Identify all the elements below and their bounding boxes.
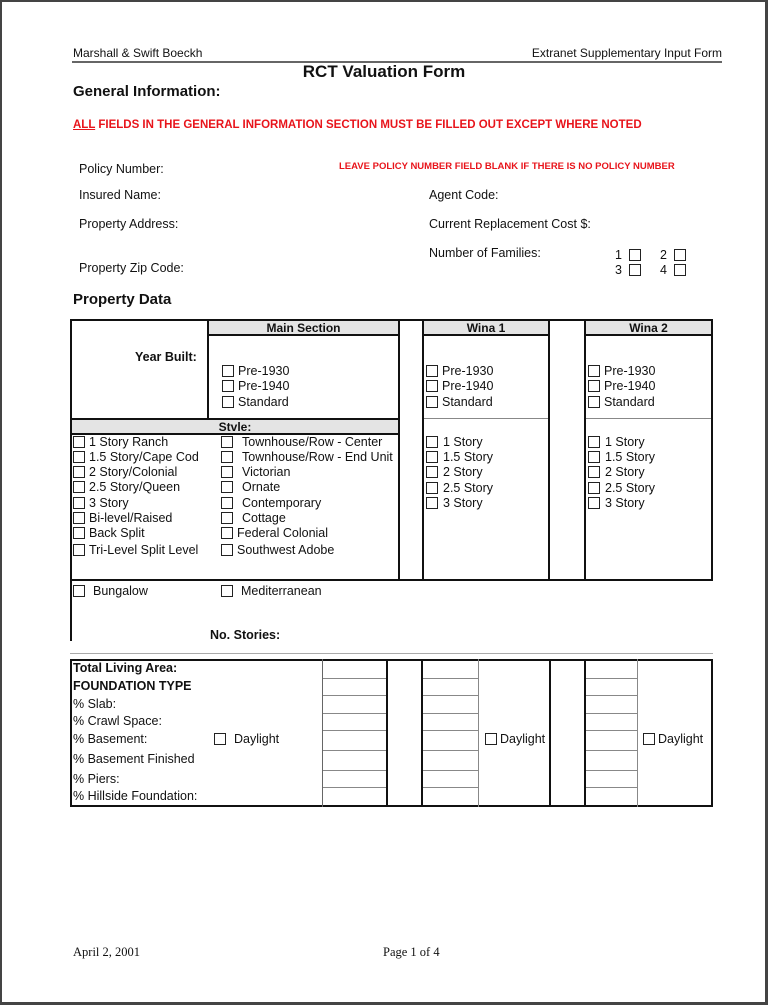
checkbox[interactable] bbox=[73, 466, 85, 478]
input-cell-divider bbox=[586, 695, 637, 696]
total-living-area-label: Total Living Area: bbox=[73, 661, 178, 675]
no-stories-label: No. Stories: bbox=[210, 628, 281, 642]
families-option-2-label: 2 bbox=[660, 248, 667, 262]
checkbox[interactable] bbox=[426, 436, 438, 448]
checkbox[interactable] bbox=[588, 396, 600, 408]
style-right-option[interactable]: Ornate bbox=[221, 480, 280, 495]
wing2-input-right bbox=[637, 659, 638, 807]
wing2-story-option[interactable]: 2.5 Story bbox=[588, 481, 655, 496]
families-1-checkbox[interactable] bbox=[629, 249, 641, 261]
families-option-1-label: 1 bbox=[615, 248, 622, 262]
families-option-3-label: 3 bbox=[615, 263, 622, 277]
input-cell-divider bbox=[323, 730, 386, 731]
checkbox[interactable] bbox=[73, 481, 85, 493]
required-notice-text: FIELDS IN THE GENERAL INFORMATION SECTION MUST BE FILLED OUT EXCEPT WHERE NOTED bbox=[95, 119, 642, 131]
checkbox[interactable] bbox=[222, 380, 234, 392]
wing1-col-right-border bbox=[548, 319, 550, 580]
page-title: RCT Valuation Form bbox=[302, 62, 466, 81]
checkbox[interactable] bbox=[221, 481, 233, 493]
foundation-left-border bbox=[70, 659, 72, 807]
required-notice bbox=[73, 119, 642, 131]
style-left-option[interactable]: 3 Story bbox=[73, 496, 129, 511]
wing1-divider bbox=[424, 418, 548, 419]
wing2-story-option[interactable]: 1 Story bbox=[588, 435, 645, 450]
input-cell-divider bbox=[423, 787, 478, 788]
checkbox[interactable] bbox=[221, 436, 233, 448]
input-cell-divider bbox=[423, 750, 478, 751]
piers-label: % Piers: bbox=[73, 772, 120, 786]
families-option-4[interactable] bbox=[660, 261, 686, 279]
style-right-option[interactable]: Townhouse/Row - End Unit bbox=[221, 450, 393, 465]
checkbox[interactable] bbox=[588, 436, 600, 448]
property-zip-label: Property Zip Code: bbox=[79, 261, 184, 275]
input-cell-divider bbox=[423, 770, 478, 771]
section-divider bbox=[70, 653, 713, 654]
style-left-option[interactable]: Back Split bbox=[73, 526, 145, 541]
checkbox[interactable] bbox=[426, 380, 438, 392]
main-pre1930-option[interactable]: Pre-1930 bbox=[222, 364, 289, 379]
checkbox[interactable] bbox=[73, 585, 85, 597]
input-cell-divider bbox=[423, 730, 478, 731]
input-cell-divider bbox=[423, 713, 478, 714]
checkbox[interactable] bbox=[221, 544, 233, 556]
style-left-option[interactable]: 1 Story Ranch bbox=[73, 435, 168, 450]
wing2-daylight-option[interactable]: Daylight bbox=[643, 732, 703, 747]
hillside-label: % Hillside Foundation: bbox=[73, 789, 198, 803]
input-cell-divider bbox=[423, 695, 478, 696]
style-header: Stvle: bbox=[72, 420, 398, 435]
checkbox[interactable] bbox=[588, 451, 600, 463]
style-left-option[interactable]: Tri-Level Split Level bbox=[73, 543, 198, 558]
checkbox[interactable] bbox=[73, 451, 85, 463]
families-2-checkbox[interactable] bbox=[674, 249, 686, 261]
input-cell-divider bbox=[323, 695, 386, 696]
checkbox[interactable] bbox=[73, 527, 85, 539]
checkbox[interactable] bbox=[426, 497, 438, 509]
input-cell-divider bbox=[586, 713, 637, 714]
checkbox[interactable] bbox=[588, 497, 600, 509]
policy-number-note: LEAVE POLICY NUMBER FIELD BLANK IF THERE IS NO POLICY NUMBER bbox=[339, 161, 675, 172]
checkbox[interactable] bbox=[426, 365, 438, 377]
wing1-col-left-border bbox=[422, 319, 424, 580]
agent-code-label: Agent Code: bbox=[429, 188, 499, 202]
style-left-option[interactable]: Bi-level/Raised bbox=[73, 511, 172, 526]
checkbox[interactable] bbox=[221, 527, 233, 539]
input-cell-divider bbox=[423, 678, 478, 679]
input-cell-divider bbox=[586, 770, 637, 771]
style-right-option[interactable]: Southwest Adobe bbox=[221, 543, 334, 558]
checkbox[interactable] bbox=[485, 733, 497, 745]
input-cell-divider bbox=[323, 678, 386, 679]
wing1-daylight-option[interactable]: Daylight bbox=[485, 732, 545, 747]
checkbox[interactable] bbox=[73, 544, 85, 556]
style-bottom-border bbox=[70, 579, 713, 581]
table-left-border bbox=[70, 319, 72, 641]
crawl-space-label: % Crawl Space: bbox=[73, 714, 162, 728]
main-col-right-border bbox=[398, 319, 400, 580]
main-input-left bbox=[322, 659, 323, 807]
wing2-pre1940-option[interactable]: Pre-1940 bbox=[588, 379, 655, 394]
style-left-option[interactable]: 2.5 Story/Queen bbox=[73, 480, 180, 495]
style-left-option[interactable]: 2 Story/Colonial bbox=[73, 465, 177, 480]
main-daylight-option[interactable]: Daylight bbox=[214, 732, 279, 747]
checkbox[interactable] bbox=[426, 396, 438, 408]
checkbox[interactable] bbox=[588, 466, 600, 478]
wing1-story-option[interactable]: 2 Story bbox=[426, 465, 483, 480]
families-option-3[interactable] bbox=[615, 261, 641, 279]
property-data-heading: Property Data bbox=[73, 291, 172, 308]
style-left-option[interactable]: 1.5 Story/Cape Cod bbox=[73, 450, 199, 465]
checkbox[interactable] bbox=[643, 733, 655, 745]
general-info-heading: General Information: bbox=[73, 83, 221, 100]
wing1-story-option[interactable]: 2.5 Story bbox=[426, 481, 493, 496]
checkbox[interactable] bbox=[221, 585, 233, 597]
checkbox[interactable] bbox=[221, 497, 233, 509]
slab-label: % Slab: bbox=[73, 697, 117, 711]
mediterranean-option[interactable]: Mediterranean bbox=[221, 584, 322, 599]
checkbox[interactable] bbox=[426, 466, 438, 478]
style-right-option[interactable]: Contemporary bbox=[221, 496, 321, 511]
insured-name-label: Insured Name: bbox=[79, 188, 161, 202]
checkbox[interactable] bbox=[222, 365, 234, 377]
checkbox[interactable] bbox=[73, 512, 85, 524]
wing1-right-border bbox=[549, 659, 551, 807]
style-right-option[interactable]: Federal Colonial bbox=[221, 526, 328, 541]
wing2-col-right-border bbox=[711, 319, 713, 580]
checkbox[interactable] bbox=[73, 436, 85, 448]
wing1-story-option[interactable]: 1.5 Story bbox=[426, 450, 493, 465]
checkbox[interactable] bbox=[426, 451, 438, 463]
checkbox[interactable] bbox=[426, 482, 438, 494]
wing2-col-left-border bbox=[584, 319, 586, 580]
form-type: Extranet Supplementary Input Form bbox=[531, 46, 722, 60]
style-right-option[interactable]: Cottage bbox=[221, 511, 286, 526]
wing1-input-right bbox=[478, 659, 479, 807]
checkbox[interactable] bbox=[588, 365, 600, 377]
families-option-4-label: 4 bbox=[660, 263, 667, 277]
number-of-families-label: Number of Families: bbox=[429, 246, 541, 260]
basement-label: % Basement: bbox=[73, 732, 148, 746]
wing2-divider bbox=[586, 418, 711, 419]
checkbox[interactable] bbox=[221, 451, 233, 463]
checkbox[interactable] bbox=[221, 512, 233, 524]
input-cell-divider bbox=[323, 713, 386, 714]
wing2-story-option[interactable]: 2 Story bbox=[588, 465, 645, 480]
input-cell-divider bbox=[586, 750, 637, 751]
input-cell-divider bbox=[586, 678, 637, 679]
main-pre1940-option[interactable]: Pre-1940 bbox=[222, 379, 289, 394]
wing2-story-option[interactable]: 1.5 Story bbox=[588, 450, 655, 465]
families-4-checkbox[interactable] bbox=[674, 264, 686, 276]
wing1-standard-option[interactable]: Standard bbox=[426, 395, 493, 410]
replacement-cost-label: Current Replacement Cost $: bbox=[429, 217, 591, 231]
foundation-type-heading: FOUNDATION TYPE bbox=[73, 679, 192, 693]
checkbox[interactable] bbox=[214, 733, 226, 745]
wing1-story-option[interactable]: 1 Story bbox=[426, 435, 483, 450]
basement-finished-label: % Basement Finished bbox=[73, 752, 195, 766]
input-cell-divider bbox=[586, 730, 637, 731]
year-built-label: Year Built: bbox=[135, 350, 197, 364]
wing2-story-option[interactable]: 3 Story bbox=[588, 496, 645, 511]
footer-date: April 2, 2001 bbox=[73, 945, 141, 959]
checkbox[interactable] bbox=[221, 466, 233, 478]
checkbox[interactable] bbox=[588, 482, 600, 494]
wing1-pre1930-option[interactable]: Pre-1930 bbox=[426, 364, 493, 379]
bungalow-option[interactable]: Bungalow bbox=[73, 584, 148, 599]
main-standard-option[interactable]: Standard bbox=[222, 395, 289, 410]
input-cell-divider bbox=[586, 787, 637, 788]
input-cell-divider bbox=[323, 750, 386, 751]
column-header-wing1: Wina 1 bbox=[424, 321, 548, 336]
company-name: Marshall & Swift Boeckh bbox=[73, 46, 203, 60]
wing1-pre1940-option[interactable]: Pre-1940 bbox=[426, 379, 493, 394]
input-cell-divider bbox=[323, 787, 386, 788]
wing1-input-left bbox=[421, 659, 423, 807]
footer-page: Page 1 of 4 bbox=[383, 945, 440, 959]
families-3-checkbox[interactable] bbox=[629, 264, 641, 276]
foundation-right-border bbox=[711, 659, 713, 807]
wing2-input-left bbox=[584, 659, 586, 807]
style-right-option[interactable]: Townhouse/Row - Center bbox=[221, 435, 382, 450]
wing2-pre1930-option[interactable]: Pre-1930 bbox=[588, 364, 655, 379]
checkbox[interactable] bbox=[588, 380, 600, 392]
required-notice-all: ALL bbox=[73, 119, 96, 131]
input-cell-divider bbox=[323, 770, 386, 771]
wing1-story-option[interactable]: 3 Story bbox=[426, 496, 483, 511]
style-right-option[interactable]: Victorian bbox=[221, 465, 290, 480]
main-input-right bbox=[386, 659, 388, 807]
wing2-standard-option[interactable]: Standard bbox=[588, 395, 655, 410]
policy-number-label: Policy Number: bbox=[79, 162, 164, 176]
checkbox[interactable] bbox=[222, 396, 234, 408]
property-address-label: Property Address: bbox=[79, 217, 179, 231]
column-header-main: Main Section bbox=[209, 321, 398, 336]
column-header-wing2: Wina 2 bbox=[586, 321, 711, 336]
checkbox[interactable] bbox=[73, 497, 85, 509]
